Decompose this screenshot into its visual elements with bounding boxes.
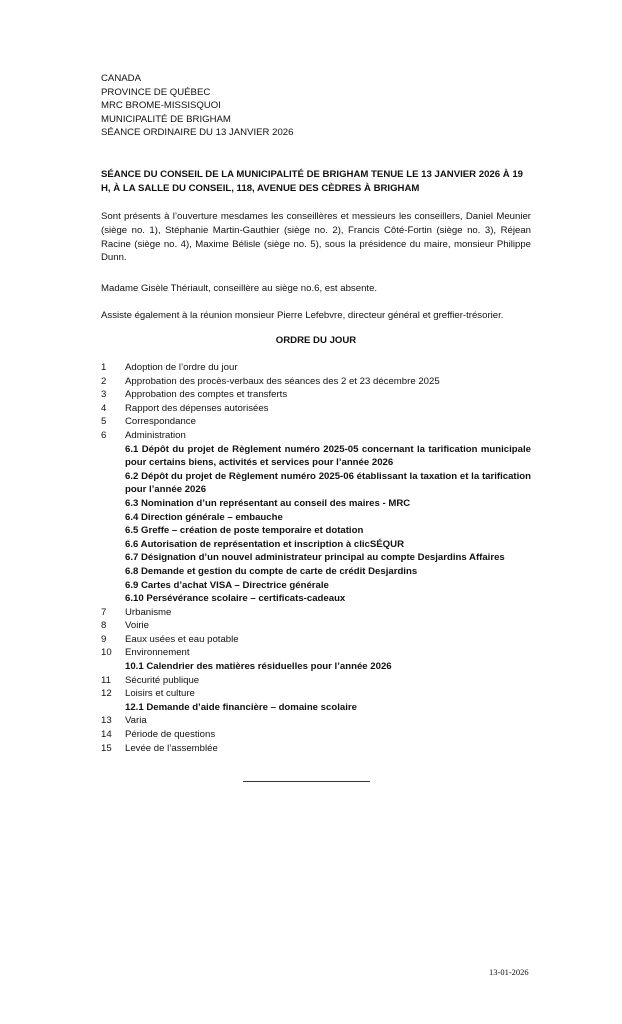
agenda-item-label: Eaux usées et eau potable bbox=[125, 633, 239, 645]
agenda-item-label: Approbation des comptes et transferts bbox=[125, 389, 288, 401]
agenda-item-number: 5 bbox=[101, 416, 107, 428]
agenda-item bbox=[101, 619, 531, 633]
agenda-item-label: Adoption de l’ordre du jour bbox=[125, 362, 238, 373]
agenda-item-number: 3 bbox=[101, 389, 107, 401]
agenda-item-label: Varia bbox=[125, 715, 147, 727]
header-session: SÉANCE ORDINAIRE DU 13 JANVIER 2026 bbox=[101, 127, 294, 139]
agenda-item-number: 9 bbox=[101, 633, 107, 645]
agenda-item bbox=[101, 388, 531, 402]
footer-date: 13-01-2026 bbox=[489, 967, 529, 977]
agenda-subitem: 6.7 Désignation d’un nouvel administrateur principal au compte Desjardins Affaires bbox=[125, 552, 505, 564]
agenda-item bbox=[101, 674, 531, 688]
agenda-subitem: 6.4 Direction générale – embauche bbox=[125, 511, 283, 523]
agenda-item-number: 4 bbox=[101, 402, 107, 414]
agenda-item bbox=[101, 606, 531, 620]
agenda-item bbox=[101, 646, 531, 660]
agenda-item-number: 15 bbox=[101, 742, 112, 754]
absence-paragraph: Madame Gisèle Thériault, conseillère au siège no.6, est absente. bbox=[101, 283, 378, 294]
agenda-title: ORDRE DU JOUR bbox=[275, 335, 357, 346]
agenda-item bbox=[101, 633, 531, 647]
agenda-item bbox=[101, 728, 531, 742]
agenda-subitem: 6.5 Greffe – création de poste temporaire et dotation bbox=[125, 525, 364, 537]
agenda-item-label: Administration bbox=[125, 429, 186, 441]
attendance-paragraph: Sont présents à l’ouverture mesdames les conseillères et messieurs les conseillers, Daniel Meunier (siège no. 1), Stéphanie Martin-Gauthier (siège no. 2), Francis Côté-Fortin (siège no. 3), Réjean Racine (siège no. 4), Maxime Bélisle (siège no. 5), sous la présidence du maire, monsieur Philippe Dunn. bbox=[101, 211, 531, 264]
agenda-item bbox=[101, 742, 531, 756]
agenda-item-number: 1 bbox=[101, 362, 107, 373]
agenda-item-label: Urbanisme bbox=[125, 606, 172, 618]
agenda-item-label: Levée de l’assemblée bbox=[125, 742, 218, 754]
document-header bbox=[101, 72, 293, 140]
agenda-item-number: 7 bbox=[101, 606, 107, 618]
signature-line bbox=[243, 781, 370, 782]
agenda-item-number: 13 bbox=[101, 715, 112, 727]
agenda-item-number: 14 bbox=[101, 729, 112, 741]
agenda-item-label: Environnement bbox=[125, 647, 190, 659]
agenda-item bbox=[101, 429, 531, 443]
agenda-subitem: 6.9 Cartes d’achat VISA – Directrice générale bbox=[125, 579, 329, 591]
agenda-item-label: Correspondance bbox=[125, 416, 196, 428]
agenda-item-number: 10 bbox=[101, 647, 112, 659]
agenda-item-label: Sécurité publique bbox=[125, 674, 200, 686]
agenda-subitem: 10.1 Calendrier des matières résiduelles pour l’année 2026 bbox=[125, 661, 392, 673]
agenda-list bbox=[101, 361, 531, 755]
agenda-item bbox=[101, 361, 531, 375]
agenda-subitem: 6.8 Demande et gestion du compte de carte de crédit Desjardins bbox=[125, 565, 418, 577]
agenda-subitem: 6.6 Autorisation de représentation et inscription à clicSÉQUR bbox=[125, 538, 404, 550]
agenda-item-number: 6 bbox=[101, 429, 107, 441]
agenda-item-number: 12 bbox=[101, 688, 112, 700]
agenda-item-number: 11 bbox=[101, 674, 111, 686]
agenda-item bbox=[101, 714, 531, 728]
agenda-item bbox=[101, 402, 531, 416]
session-title: SÉANCE DU CONSEIL DE LA MUNICIPALITÉ DE BRIGHAM TENUE LE 13 JANVIER 2026 À 19 H, À LA SALLE DU CONSEIL, 118, AVENUE DES CÈDRES À BRIGHAM bbox=[101, 169, 524, 194]
agenda-subitem: 6.2 Dépôt du projet de Règlement numéro 2025-06 établissant la taxation et la tarification pour l’année 2026 bbox=[125, 470, 531, 496]
header-country: CANADA bbox=[101, 73, 141, 84]
agenda-item-label: Période de questions bbox=[125, 729, 216, 741]
agenda-item-label: Voirie bbox=[125, 620, 149, 632]
agenda-item-label: Approbation des procès-verbaux des séances des 2 et 23 décembre 2025 bbox=[125, 375, 440, 387]
agenda-item-label: Loisirs et culture bbox=[125, 688, 195, 700]
agenda-item-number: 8 bbox=[101, 620, 107, 632]
attendee-paragraph: Assiste également à la réunion monsieur Pierre Lefebvre, directeur général et greffier-trésorier. bbox=[101, 310, 504, 321]
header-mrc: MRC BROME-MISSISQUOI bbox=[101, 100, 221, 112]
agenda-subitem: 6.1 Dépôt du projet de Règlement numéro 2025-05 concernant la tarification municipale pour certains biens, activités et services pour l’année 2026 bbox=[125, 443, 531, 469]
agenda-subitem: 6.3 Nomination d’un représentant au conseil des maires - MRC bbox=[125, 497, 411, 509]
agenda-subitem: 12.1 Demande d’aide financière – domaine scolaire bbox=[125, 701, 357, 713]
header-municipality: MUNICIPALITÉ DE BRIGHAM bbox=[101, 113, 231, 125]
agenda-item bbox=[101, 687, 531, 701]
agenda-item bbox=[101, 415, 531, 429]
agenda-subitem: 6.10 Persévérance scolaire – certificats-cadeaux bbox=[125, 593, 346, 605]
agenda-item-number: 2 bbox=[101, 375, 107, 387]
header-province: PROVINCE DE QUÉBEC bbox=[101, 86, 211, 98]
agenda-item-label: Rapport des dépenses autorisées bbox=[125, 402, 269, 414]
agenda-item bbox=[101, 375, 531, 389]
